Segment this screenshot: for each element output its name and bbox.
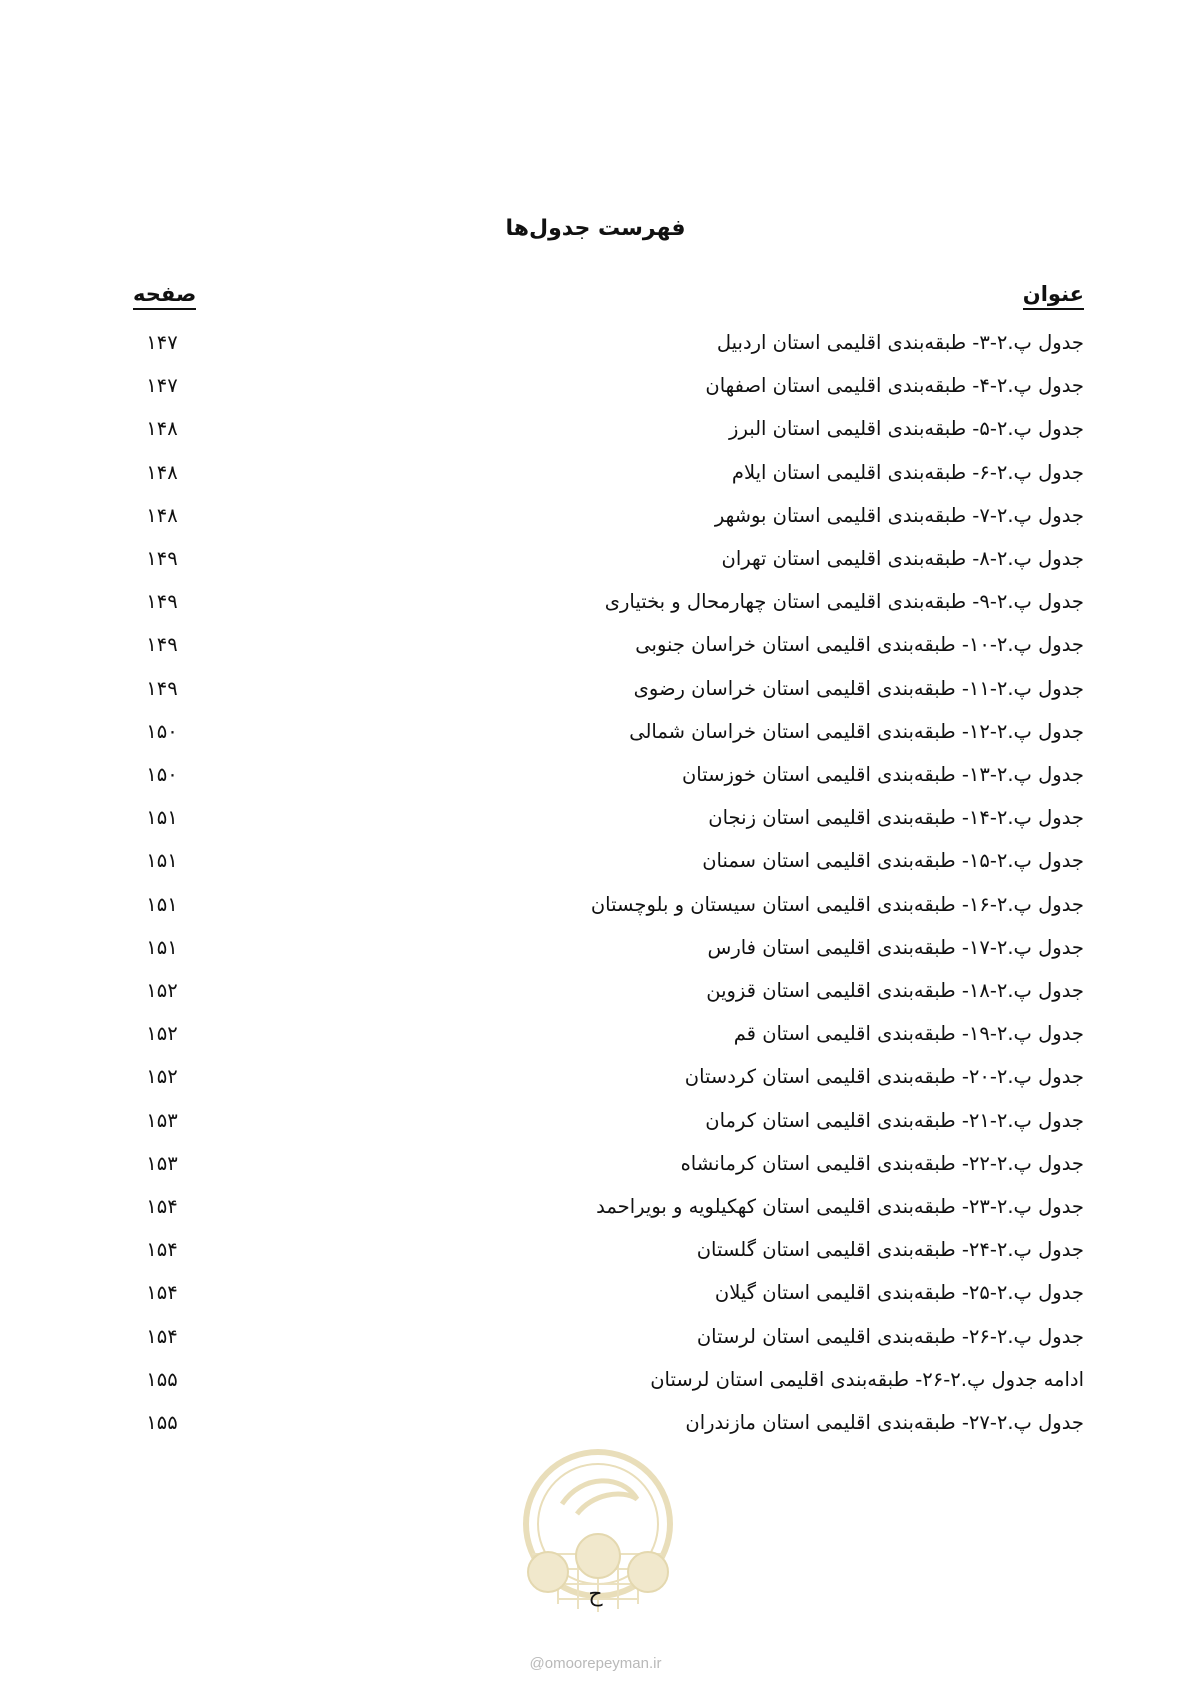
toc-entry-page: ۱۵۵ xyxy=(146,1411,178,1434)
toc-entry-label: جدول پ.۲-۷- طبقه‌بندی اقلیمی استان بوشهر xyxy=(714,503,1084,527)
toc-entry xyxy=(0,587,1191,633)
toc-entry-label: جدول پ.۲-۶- طبقه‌بندی اقلیمی استان ایلام xyxy=(731,460,1084,484)
toc-entry xyxy=(0,1322,1191,1368)
toc-entry xyxy=(0,803,1191,849)
toc-entry xyxy=(0,933,1191,979)
toc-entry xyxy=(0,1278,1191,1324)
toc-entry-page: ۱۵۱ xyxy=(146,892,178,916)
toc-entry-label: جدول پ.۲-۳- طبقه‌بندی اقلیمی استان اردبیل xyxy=(716,331,1084,354)
toc-entry-label: جدول پ.۲-۲۵- طبقه‌بندی اقلیمی استان گیلان xyxy=(714,1281,1084,1305)
toc-entry-page: ۱۵۲ xyxy=(146,1022,178,1046)
toc-entry-page: ۱۴۹ xyxy=(146,547,178,570)
toc-entry xyxy=(0,1192,1191,1238)
toc-entry-page: ۱۵۱ xyxy=(146,935,178,959)
toc-entry-label: جدول پ.۲-۸- طبقه‌بندی اقلیمی استان تهران xyxy=(721,547,1084,570)
toc-entry xyxy=(0,846,1191,892)
toc-entry xyxy=(0,414,1191,460)
toc-entry-label: جدول پ.۲-۲۳- طبقه‌بندی اقلیمی استان کهکیلویه و بویراحمد xyxy=(596,1195,1084,1218)
toc-entry-label: جدول پ.۲-۱۲- طبقه‌بندی اقلیمی استان خراسان شمالی xyxy=(629,719,1084,743)
toc-entry-page: ۱۵۴ xyxy=(146,1195,178,1218)
toc-entry xyxy=(0,458,1191,504)
toc-entry xyxy=(0,1149,1191,1195)
toc-entry-page: ۱۵۲ xyxy=(146,979,178,1002)
toc-entry xyxy=(0,760,1191,806)
toc-entry xyxy=(0,1235,1191,1281)
toc-entry-page: ۱۴۸ xyxy=(146,460,178,484)
toc-entry-page: ۱۴۸ xyxy=(146,417,178,441)
toc-entry-page: ۱۵۱ xyxy=(146,806,178,830)
toc-entry-page: ۱۵۰ xyxy=(146,719,178,743)
toc-entry-page: ۱۴۹ xyxy=(146,590,178,614)
toc-entry xyxy=(0,674,1191,720)
page-column-header: صفحه xyxy=(133,282,196,310)
toc-entry-label: ادامه جدول پ.۲-۲۶- طبقه‌بندی اقلیمی استان لرستان xyxy=(650,1367,1084,1391)
toc-entry-label: جدول پ.۲-۱۱- طبقه‌بندی اقلیمی استان خراسان رضوی xyxy=(633,676,1084,700)
toc-entry-label: جدول پ.۲-۲۶- طبقه‌بندی اقلیمی استان لرستان xyxy=(696,1324,1084,1348)
toc-entry xyxy=(0,890,1191,936)
toc-entry-label: جدول پ.۲-۴- طبقه‌بندی اقلیمی استان اصفهان xyxy=(705,374,1084,398)
toc-entry-label: جدول پ.۲-۱۵- طبقه‌بندی اقلیمی استان سمنان xyxy=(702,849,1084,873)
site-watermark: @omoorepeyman.ir xyxy=(529,1655,662,1672)
toc-entry xyxy=(0,501,1191,547)
toc-entry xyxy=(0,1062,1191,1108)
toc-entry-label: جدول پ.۲-۱۶- طبقه‌بندی اقلیمی استان سیستان و بلوچستان xyxy=(590,892,1084,916)
toc-entry-label: جدول پ.۲-۱۴- طبقه‌بندی اقلیمی استان زنجان xyxy=(708,806,1084,830)
toc-entry-label: جدول پ.۲-۲۰- طبقه‌بندی اقلیمی استان کردستان xyxy=(684,1065,1084,1089)
toc-entry-label: جدول پ.۲-۲۴- طبقه‌بندی اقلیمی استان گلستان xyxy=(696,1238,1084,1262)
toc-entry-page: ۱۵۳ xyxy=(146,1108,178,1132)
toc-entry-page: ۱۵۱ xyxy=(146,849,178,873)
toc-entry-label: جدول پ.۲-۱۸- طبقه‌بندی اقلیمی استان قزوین xyxy=(706,979,1084,1002)
toc-entry-page: ۱۵۴ xyxy=(146,1281,178,1305)
toc-entry xyxy=(0,1106,1191,1152)
toc-entry-page: ۱۵۲ xyxy=(146,1065,178,1089)
toc-entry-page: ۱۵۴ xyxy=(146,1324,178,1348)
toc-entry-label: جدول پ.۲-۱۹- طبقه‌بندی اقلیمی استان قم xyxy=(733,1022,1084,1046)
toc-entry-page: ۱۴۸ xyxy=(146,503,178,527)
toc-entry-page: ۱۵۰ xyxy=(146,763,178,786)
toc-entry-label: جدول پ.۲-۱۷- طبقه‌بندی اقلیمی استان فارس xyxy=(707,935,1084,959)
toc-entry-page: ۱۴۹ xyxy=(146,676,178,700)
toc-entry-page: ۱۵۴ xyxy=(146,1238,178,1262)
page-title: فهرست جدول‌ها xyxy=(505,216,686,241)
toc-entry-page: ۱۴۷ xyxy=(146,374,178,398)
toc-entry xyxy=(0,544,1191,590)
toc-entry-label: جدول پ.۲-۲۷- طبقه‌بندی اقلیمی استان مازندران xyxy=(685,1411,1084,1434)
toc-entry xyxy=(0,976,1191,1022)
toc-entry xyxy=(0,371,1191,417)
toc-entry-label: جدول پ.۲-۲۱- طبقه‌بندی اقلیمی استان کرمان xyxy=(705,1108,1084,1132)
page-folio: ح xyxy=(588,1582,603,1607)
toc-entry-page: ۱۵۵ xyxy=(146,1367,178,1391)
toc-entry xyxy=(0,630,1191,676)
toc-entry xyxy=(0,1365,1191,1411)
toc-entry-label: جدول پ.۲-۱۳- طبقه‌بندی اقلیمی استان خوزستان xyxy=(681,763,1084,786)
title-column-header: عنوان xyxy=(1023,282,1084,310)
toc-entry-label: جدول پ.۲-۹- طبقه‌بندی اقلیمی استان چهارمحال و بختیاری xyxy=(604,590,1084,614)
toc-entry-page: ۱۵۳ xyxy=(146,1151,178,1175)
toc-entry-label: جدول پ.۲-۲۲- طبقه‌بندی اقلیمی استان کرمانشاه xyxy=(680,1151,1084,1175)
toc-entry-page: ۱۴۹ xyxy=(146,633,178,657)
toc-entry xyxy=(0,328,1191,374)
toc-entry-page: ۱۴۷ xyxy=(146,331,178,354)
toc-entry xyxy=(0,717,1191,763)
toc-entry xyxy=(0,1019,1191,1065)
toc-entry-label: جدول پ.۲-۵- طبقه‌بندی اقلیمی استان البرز xyxy=(729,417,1084,441)
toc-entry-label: جدول پ.۲-۱۰- طبقه‌بندی اقلیمی استان خراسان جنوبی xyxy=(635,633,1084,657)
